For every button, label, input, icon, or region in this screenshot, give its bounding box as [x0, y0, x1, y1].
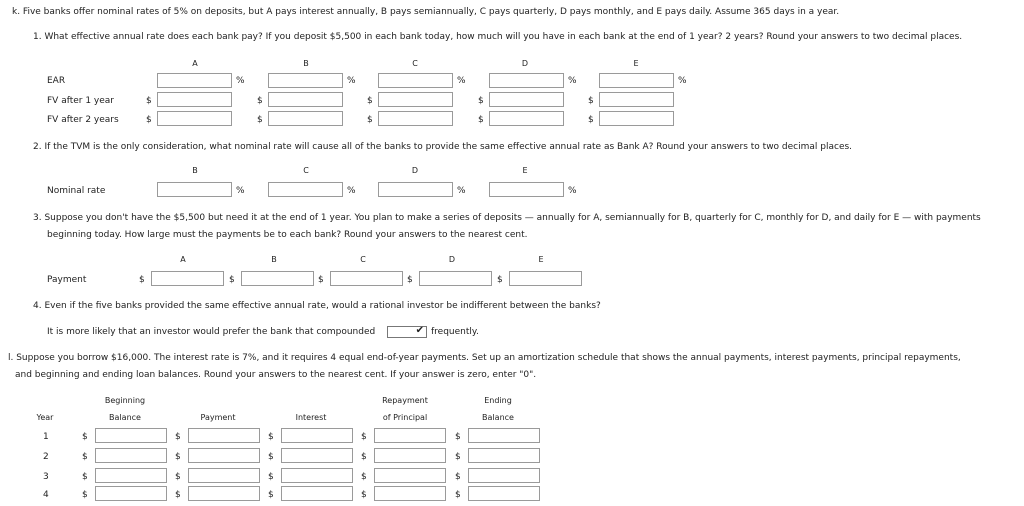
- header-ending-1: Ending: [484, 396, 512, 405]
- header-ending-2: Balance: [482, 413, 514, 422]
- dollar-sign: $: [82, 432, 88, 442]
- header-year: Year: [36, 413, 54, 422]
- payment-input-e[interactable]: [509, 271, 582, 286]
- q1-col-c: C: [412, 59, 418, 68]
- fv2-input-b[interactable]: [268, 111, 343, 126]
- year-cell: 4: [43, 490, 49, 500]
- compounding-frequency-select[interactable]: [387, 326, 427, 338]
- q1-col-e: E: [633, 59, 639, 68]
- fv1-input-b[interactable]: [268, 92, 343, 107]
- header-repayment-2: of Principal: [382, 413, 428, 422]
- q4-sentence-before: It is more likely that an investor would prefer the bank that compounded: [47, 327, 376, 337]
- payment-input[interactable]: [188, 486, 260, 501]
- interest-input[interactable]: [281, 428, 353, 443]
- interest-input[interactable]: [281, 468, 353, 483]
- beginning-balance-input[interactable]: [95, 468, 167, 483]
- nominal-rate-input-d[interactable]: [378, 182, 453, 197]
- q3-col-c: C: [360, 255, 366, 264]
- ear-input-a[interactable]: [157, 73, 232, 88]
- nominal-rate-input-e[interactable]: [489, 182, 564, 197]
- dollar-sign: $: [268, 452, 274, 462]
- dollar-sign: $: [455, 490, 461, 500]
- percent-sign: %: [568, 76, 577, 86]
- dollar-sign: $: [361, 432, 367, 442]
- header-repayment-1: Repayment: [382, 396, 428, 405]
- dollar-sign: $: [268, 432, 274, 442]
- q2-text: 2. If the TVM is the only consideration, what nominal rate will cause all of the banks to provide the same effective annual rate as Bank A? Round your answers to two decimal places.: [33, 142, 853, 152]
- q3-col-e: E: [538, 255, 544, 264]
- fv1-input-e[interactable]: [599, 92, 674, 107]
- beginning-balance-input[interactable]: [95, 428, 167, 443]
- dollar-sign: $: [175, 472, 181, 482]
- dollar-sign: $: [268, 490, 274, 500]
- dollar-sign: $: [82, 452, 88, 462]
- percent-sign: %: [568, 186, 577, 196]
- ending-balance-input[interactable]: [468, 448, 540, 463]
- q1-row-fv2: FV after 2 years: [47, 115, 119, 125]
- chevron-down-icon: ✔: [415, 325, 424, 336]
- payment-input-b[interactable]: [241, 271, 314, 286]
- dollar-sign: $: [146, 115, 152, 125]
- dollar-sign: $: [175, 432, 181, 442]
- percent-sign: %: [457, 186, 466, 196]
- dollar-sign: $: [361, 472, 367, 482]
- dollar-sign: $: [407, 275, 413, 285]
- dollar-sign: $: [367, 96, 373, 106]
- dollar-sign: $: [455, 472, 461, 482]
- fv1-input-c[interactable]: [378, 92, 453, 107]
- dollar-sign: $: [367, 115, 373, 125]
- q3-col-a: A: [180, 255, 186, 264]
- dollar-sign: $: [82, 472, 88, 482]
- payment-input-a[interactable]: [151, 271, 224, 286]
- part-l-text-line2: and beginning and ending loan balances. Round your answers to the nearest cent. If your answer is zero, enter "0".: [15, 370, 537, 380]
- fv1-input-d[interactable]: [489, 92, 564, 107]
- dollar-sign: $: [361, 452, 367, 462]
- dollar-sign: $: [361, 490, 367, 500]
- payment-input[interactable]: [188, 468, 260, 483]
- ear-input-d[interactable]: [489, 73, 564, 88]
- dollar-sign: $: [146, 96, 152, 106]
- q1-text: 1. What effective annual rate does each bank pay? If you deposit $5,500 in each bank today, how much will you have in each bank at the end of 1 year? 2 years? Round your answers to two decimal places.: [33, 32, 963, 42]
- ending-balance-input[interactable]: [468, 428, 540, 443]
- year-cell: 3: [43, 472, 49, 482]
- percent-sign: %: [236, 76, 245, 86]
- percent-sign: %: [347, 76, 356, 86]
- ear-input-c[interactable]: [378, 73, 453, 88]
- percent-sign: %: [457, 76, 466, 86]
- dollar-sign: $: [478, 115, 484, 125]
- dollar-sign: $: [588, 96, 594, 106]
- year-cell: 2: [43, 452, 49, 462]
- percent-sign: %: [678, 76, 687, 86]
- part-l-text-line1: l. Suppose you borrow $16,000. The interest rate is 7%, and it requires 4 equal end-of-year payments. Set up an amortization schedule that shows the annual payments, interest payments, principal repayments,: [8, 353, 961, 363]
- dollar-sign: $: [257, 96, 263, 106]
- fv2-input-d[interactable]: [489, 111, 564, 126]
- dollar-sign: $: [139, 275, 145, 285]
- q3-text-line2: beginning today. How large must the payments be to each bank? Round your answers to the nearest cent.: [47, 230, 528, 240]
- fv1-input-a[interactable]: [157, 92, 232, 107]
- dollar-sign: $: [497, 275, 503, 285]
- dollar-sign: $: [588, 115, 594, 125]
- header-interest: Interest: [295, 413, 327, 422]
- q3-col-d: D: [448, 255, 456, 264]
- interest-input[interactable]: [281, 448, 353, 463]
- payment-input-d[interactable]: [419, 271, 492, 286]
- q2-col-c: C: [303, 166, 309, 175]
- fv2-input-c[interactable]: [378, 111, 453, 126]
- nominal-rate-input-c[interactable]: [268, 182, 343, 197]
- principal-repayment-input[interactable]: [374, 428, 446, 443]
- q1-col-a: A: [192, 59, 198, 68]
- interest-input[interactable]: [281, 486, 353, 501]
- dollar-sign: $: [229, 275, 235, 285]
- dollar-sign: $: [455, 452, 461, 462]
- q4-text: 4. Even if the five banks provided the same effective annual rate, would a rational investor be indifferent between the banks?: [33, 301, 601, 311]
- q1-col-b: B: [303, 59, 309, 68]
- dollar-sign: $: [268, 472, 274, 482]
- payment-input-c[interactable]: [330, 271, 403, 286]
- q3-col-b: B: [271, 255, 277, 264]
- principal-repayment-input[interactable]: [374, 468, 446, 483]
- beginning-balance-input[interactable]: [95, 486, 167, 501]
- principal-repayment-input[interactable]: [374, 448, 446, 463]
- q4-sentence-after: frequently.: [431, 327, 479, 337]
- ending-balance-input[interactable]: [468, 468, 540, 483]
- dollar-sign: $: [318, 275, 324, 285]
- q3-row-payment: Payment: [47, 275, 87, 285]
- dollar-sign: $: [257, 115, 263, 125]
- q3-text-line1: 3. Suppose you don't have the $5,500 but need it at the end of 1 year. You plan to make a series of deposits — annually for A, semiannually for B, quarterly for C, monthly for D, and daily for E — with payments: [33, 213, 981, 223]
- payment-input[interactable]: [188, 428, 260, 443]
- nominal-rate-input-b[interactable]: [157, 182, 232, 197]
- q1-row-ear: EAR: [47, 76, 66, 86]
- payment-input[interactable]: [188, 448, 260, 463]
- percent-sign: %: [236, 186, 245, 196]
- header-payment: Payment: [200, 413, 236, 422]
- q2-col-e: E: [522, 166, 528, 175]
- fv2-input-e[interactable]: [599, 111, 674, 126]
- ear-input-e[interactable]: [599, 73, 674, 88]
- ending-balance-input[interactable]: [468, 486, 540, 501]
- dollar-sign: $: [478, 96, 484, 106]
- dollar-sign: $: [175, 452, 181, 462]
- part-k-intro: k. Five banks offer nominal rates of 5% on deposits, but A pays interest annually, B pays semiannually, C pays quarterly, D pays monthly, and E pays daily. Assume 365 days in a year.: [12, 7, 840, 17]
- dollar-sign: $: [175, 490, 181, 500]
- header-beginning-1: Beginning: [104, 396, 146, 405]
- dollar-sign: $: [455, 432, 461, 442]
- fv2-input-a[interactable]: [157, 111, 232, 126]
- principal-repayment-input[interactable]: [374, 486, 446, 501]
- q2-col-b: B: [192, 166, 198, 175]
- percent-sign: %: [347, 186, 356, 196]
- q2-row-nominal-rate: Nominal rate: [47, 186, 106, 196]
- year-cell: 1: [43, 432, 49, 442]
- q1-col-d: D: [521, 59, 529, 68]
- header-beginning-2: Balance: [109, 413, 141, 422]
- beginning-balance-input[interactable]: [95, 448, 167, 463]
- ear-input-b[interactable]: [268, 73, 343, 88]
- dollar-sign: $: [82, 490, 88, 500]
- q2-col-d: D: [411, 166, 419, 175]
- q1-row-fv1: FV after 1 year: [47, 96, 115, 106]
